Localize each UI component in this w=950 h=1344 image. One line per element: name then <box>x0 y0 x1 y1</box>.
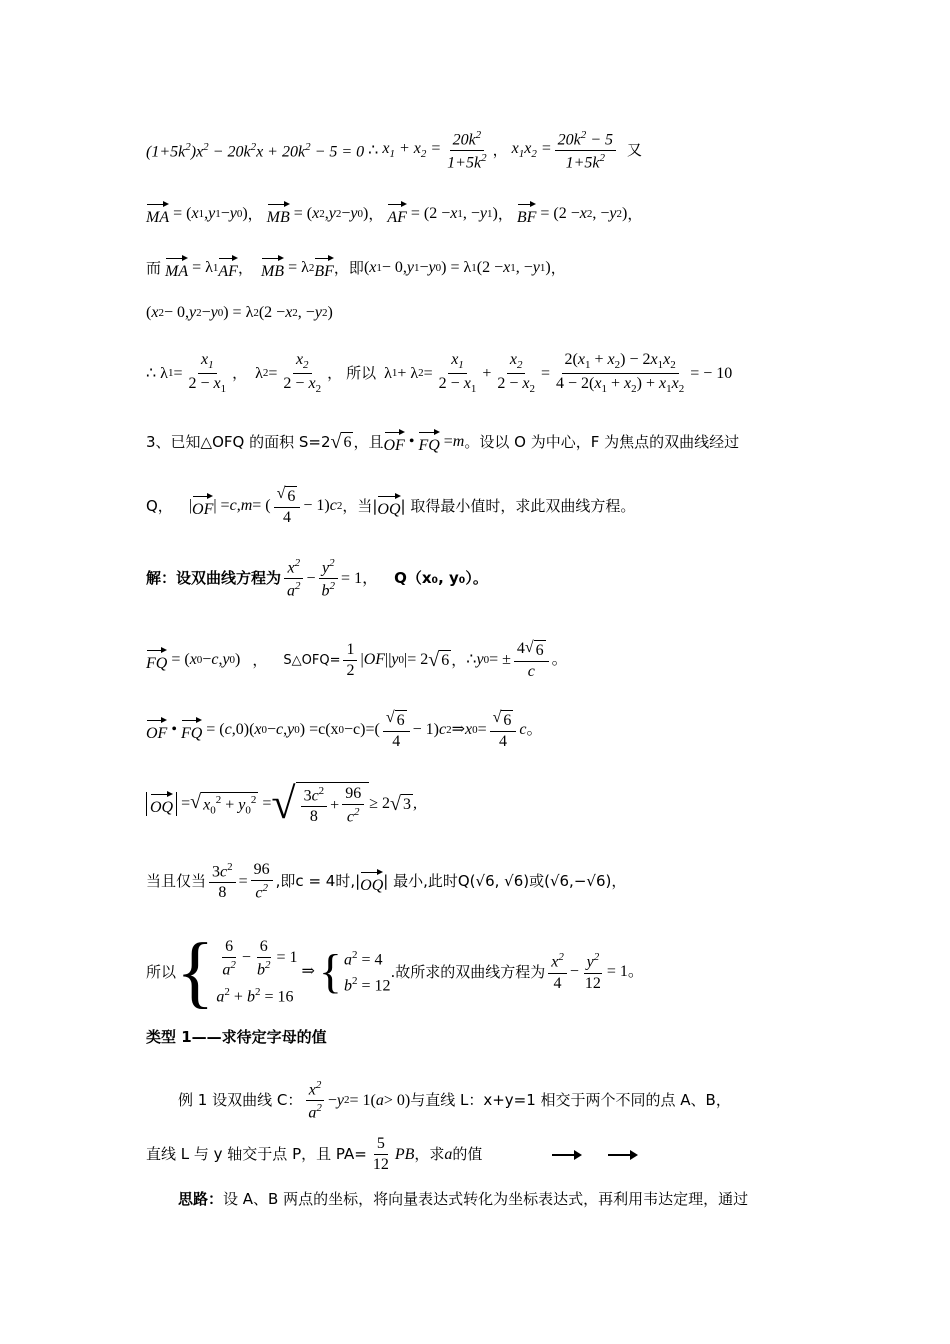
example-1-text-d: ，求 <box>414 1145 445 1163</box>
q-text-a: Q， <box>146 496 173 515</box>
solution-intro: 解：设双曲线方程为 $\frac{x^2}{a^2}$ − $\frac{y^2}{b^2}$ = 1， Q（x₀, y₀）。 <box>146 557 488 600</box>
example-1-text-a: 例 1 设双曲线 C： <box>178 1091 303 1110</box>
solution-text-b: Q（x₀, y₀）。 <box>394 569 488 588</box>
equation-oq-magnitude: OQ = √ $x_0^2 + y_0^2$ = √ $\frac{3c^2}{8}$ + $\frac{96}{c^2}$ ≥ 2 √ 3 , <box>146 782 810 826</box>
silu-label: 思路： <box>178 1190 224 1208</box>
text-suoyi-2: 所以 <box>146 962 177 981</box>
type-1-heading: 类型 1——求待定字母的值 <box>146 1028 327 1046</box>
solution-text-a: 解：设双曲线方程为 <box>146 569 282 588</box>
silu-text: 设 A、B 两点的坐标，将向量表达式转化为坐标表达式，再利用韦达定理，通过 <box>223 1190 749 1208</box>
arrow-icon <box>552 1154 580 1156</box>
problem-3-text-c: 。设以 O 为中心，F 为焦点的双曲线经过 <box>464 432 740 451</box>
example-1-text-c: 直线 L 与 y 轴交于点 P，且 PA= <box>146 1145 367 1163</box>
text-ji: 即 <box>348 258 364 277</box>
text-er: 而 <box>146 258 162 277</box>
equation-minimum-condition: 当且仅当 $\frac{3c^2}{8}$ = $\frac{96}{c^2}$ ,即c = 4时,| OQ | 最小,此时Q(√6, √6)或(√6,−√6)， <box>146 861 627 902</box>
approach-line <box>178 1192 810 1207</box>
equation-system: 所以 { $\frac{6}{a^2}$ − $\frac{6}{b^2}$ = 1 $a^2 + b^2 = 16$ ⇒ { $a^2 = 4$ $b^2 = 12$ .故所求的双曲线方程为 $\frac{x^2}{4}$ − $\frac{y^2}{12}$ = 1。 <box>146 928 644 1016</box>
example-1-line-1: 例 1 设双曲线 C： $\frac{x^2}{a^2}$ − y 2 = 1( a > 0) 与直线 L：x+y=1 相交于两个不同的点 A、B， <box>178 1079 731 1122</box>
area-label: S△OFQ= <box>283 652 341 668</box>
section-heading-type-1 <box>146 1030 810 1045</box>
problem-3-condition: Q， | OF | = c , m = ( √ 6 4 − 1) c 2 ，当| OQ | 取得最小值时，求此双曲线方程。 <box>146 485 636 526</box>
equation-line-2: MA = ( x 1 , y 1 − y 0 ) ， MB = ( x 2 , y 2 − y 0 ) ， AF = (2 − x 1 , − y 1 ) ， BF = (2 − x 2 , − y 2 ) ， <box>146 202 810 226</box>
equation-line-4: ( x 2 − 0, y 2 − y 0 ) = λ 2 (2 − x 2 , − y 2 ) <box>146 304 333 321</box>
text-you: 又 <box>627 141 643 160</box>
dangqie-text: 当且仅当 <box>146 872 207 891</box>
equation-of-dot-fq: OF • FQ = ( c ,0)( x 0 − c , y 0 ) =c(x 0 −c)=( √ 6 4 − 1) c 2 ⇒ x 0 = √ 6 4 c 。 <box>146 709 543 750</box>
arrow-icon <box>608 1154 636 1156</box>
example-1-text-e: 的值 <box>452 1145 483 1163</box>
example-1-line-2: 直线 L 与 y 轴交于点 P，且 PA= $\frac{5}{12}$ PB ，求 a 的值 <box>146 1136 810 1173</box>
problem-3-text-a: 3、已知△OFQ 的面积 S=2 <box>146 432 331 451</box>
equation-fq: FQ = ( x 0 − c , y 0 ) ， S△OFQ= $\frac{1}{2}$ | OF || y 0 |= 2 √ 6 ， ∴ y 0 = ± 4 √ 6 c 。 <box>146 639 568 680</box>
example-1-text-b: 与直线 L：x+y=1 相交于两个不同的点 A、B， <box>410 1091 731 1110</box>
equation-line-1: $(1+5k^2)x^2 - 20k^2x + 20k^2 - 5 = 0$ ∴ $x_1 + x_2$ = $\frac{20k^2}{1+5k^2}$ ， $x_1x_2$ = $\frac{20k^2 - 5}{1+5k^2}$ 又 <box>146 129 643 172</box>
gusuoqiu-text: .故所求的双曲线方程为 <box>390 962 546 981</box>
q-text-c: | 取得最小值时，求此双曲线方程。 <box>400 496 636 515</box>
problem-3-statement: 3、已知△OFQ 的面积 S=2 √ 6 ，且 OF • FQ = m 。设以 O 为中心，F 为焦点的双曲线经过 <box>146 431 740 454</box>
equation-line-5: ∴ λ 1 = $\frac{x_1}{2 - x_1}$ ， λ 2 = $\frac{x_2}{2 - x_2}$ ， 所以 λ 1 + λ 2 = $\frac{x_1}{2 - x_1}$ + $\frac{x_2}{2 - x_2}$ = $\frac{2(x_1 + x_2) - 2x_1x_2}{4 - 2(x_1 + x_2) + x_1x_2}$ = − 10 <box>146 351 733 396</box>
ji-c4-text: ,即c = 4时,| <box>275 872 361 891</box>
problem-3-text-b: ，且 <box>353 432 384 451</box>
zuixiao-text: | 最小,此时Q(√6, √6)或(√6,−√6)， <box>383 872 627 891</box>
q-text-b: ，当| <box>342 496 378 515</box>
text-suoyi: 所以 <box>346 364 377 383</box>
equation-line-3: 而 MA = λ 1 AF ， MB = λ 2 BF ， 即 ( x 1 − 0, y 1 − y 0 ) = λ 1 (2 − x 1 , − y 1 ) ， <box>146 256 810 280</box>
